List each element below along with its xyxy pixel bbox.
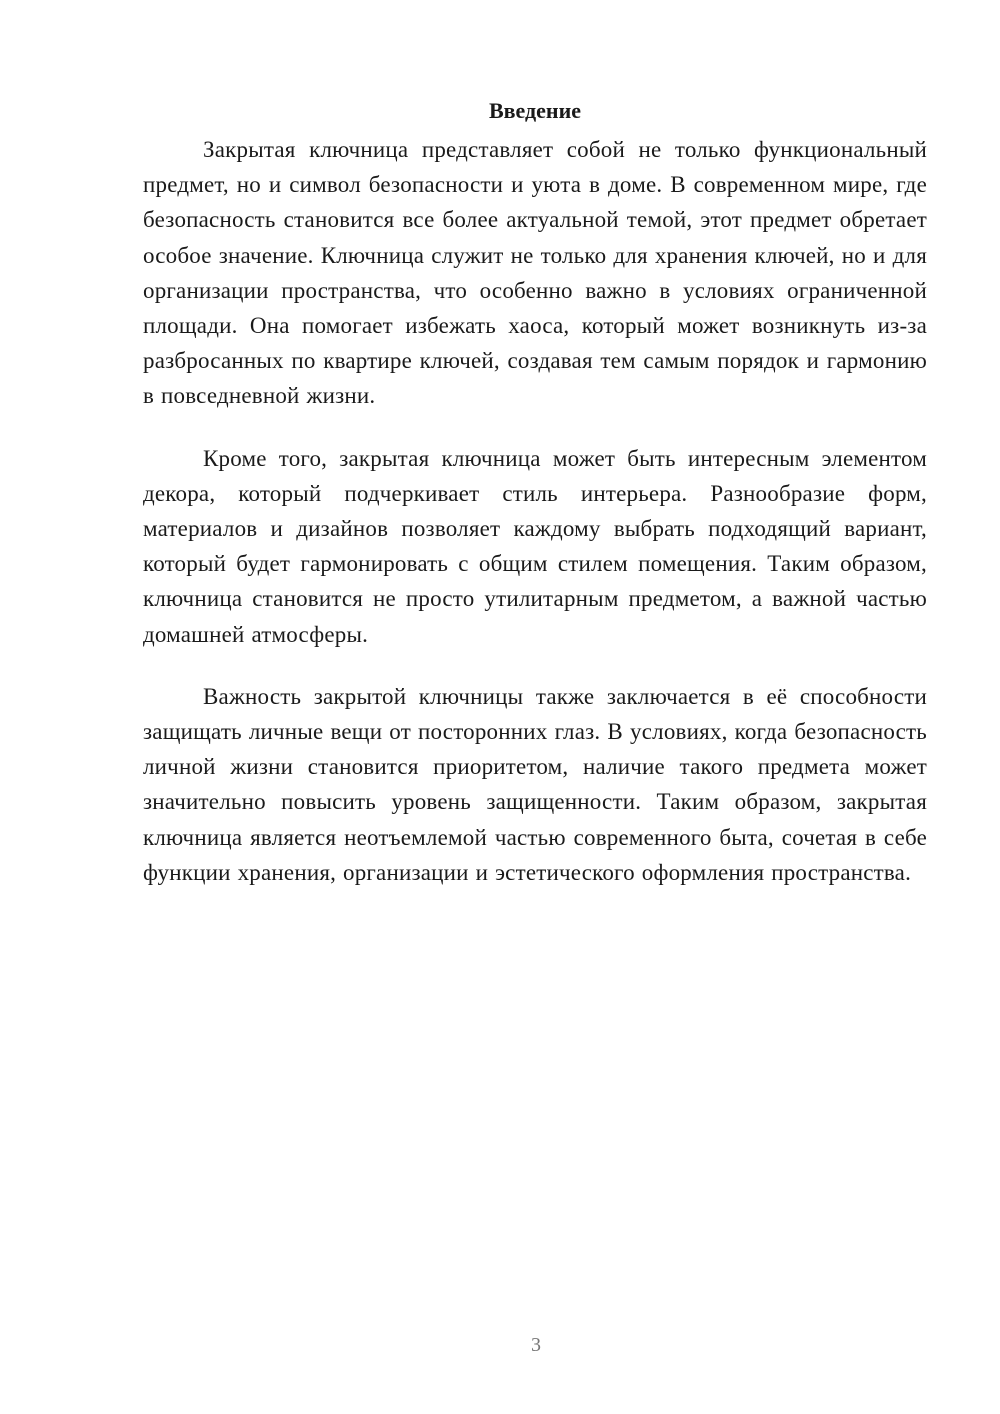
document-body — [143, 96, 927, 917]
section-title: Введение — [488, 98, 582, 123]
paragraph-2: Кроме того, закрытая ключница может быть интересным элементом декора, который подчеркивает стиль интерьера. Разнообразие форм, материалов и дизайнов позволяет каждому выбрать подходящий вариант, который будет гармонировать с общим стилем помещения. Таким образом, ключница становится не просто утилитарным предметом, а важной частью домашней атмосферы. — [143, 445, 927, 647]
page-number: 3 — [531, 1334, 541, 1356]
paragraph-1: Закрытая ключница представляет собой не только функциональный предмет, но и символ безопасности и уюта в доме. В современном мире, где безопасность становится все более актуальной темой, этот предмет обретает особое значение. Ключница служит не только для хранения ключей, но и для организации пространства, что особенно важно в условиях ограниченной площади. Она помогает избежать хаоса, который может возникнуть из-за разбросанных по квартире ключей, создавая тем самым порядок и гармонию в повседневной жизни. — [143, 137, 927, 409]
paragraph-3: Важность закрытой ключницы также заключается в её способности защищать личные вещи от посторонних глаз. В условиях, когда безопасность личной жизни становится приоритетом, наличие такого предмета может значительно повысить уровень защищенности. Таким образом, закрытая ключница является неотъемлемой частью современного быта, сочетая в себе функции хранения, организации и эстетического оформления пространства. — [143, 683, 927, 885]
